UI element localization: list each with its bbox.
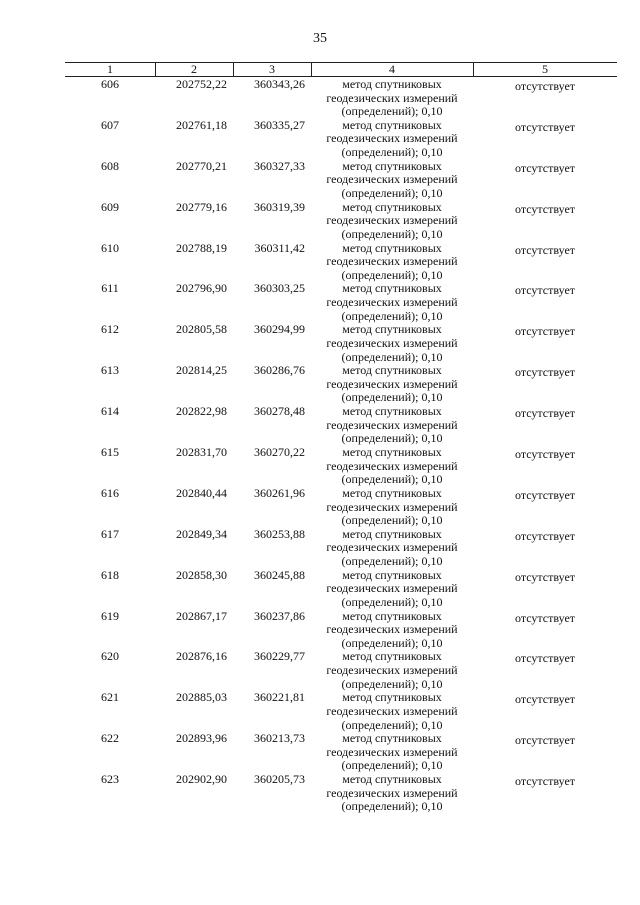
point-number: 611 [101, 281, 119, 296]
table-row [65, 528, 617, 569]
coordinate-y: 360253,88 [254, 526, 305, 541]
table-row [65, 487, 617, 528]
point-number: 613 [101, 363, 119, 378]
coordinate-x: 202867,17 [176, 608, 227, 623]
table-row [65, 119, 617, 160]
measurement-method: метод спутниковых геодезических измерений (определений); 0,10 [326, 363, 458, 405]
status-value: отсутствует [514, 447, 576, 462]
coordinate-y: 360327,33 [254, 158, 305, 173]
status-value: отсутствует [514, 774, 576, 789]
coordinate-y: 360343,26 [254, 77, 305, 91]
table-row [65, 282, 617, 323]
coordinate-y: 360205,73 [254, 772, 305, 787]
point-number: 610 [101, 240, 119, 255]
status-value: отсутствует [514, 283, 576, 298]
table-row [65, 201, 617, 242]
column-header-3: 3 [269, 62, 275, 76]
status-value: отсутствует [514, 365, 576, 380]
coordinate-x: 202902,90 [176, 772, 227, 787]
point-number: 608 [101, 158, 119, 173]
measurement-method: метод спутниковых геодезических измерений (определений); 0,10 [326, 445, 458, 487]
coordinate-y: 360294,99 [254, 322, 305, 337]
table-row [65, 78, 617, 119]
coordinate-y: 360229,77 [254, 649, 305, 664]
point-number: 609 [101, 199, 119, 214]
coordinate-y: 360311,42 [254, 240, 305, 255]
coordinate-x: 202770,21 [176, 158, 227, 173]
coordinate-x: 202893,96 [176, 731, 227, 746]
coordinate-y: 360278,48 [254, 404, 305, 419]
status-value: отсутствует [514, 119, 576, 134]
point-number: 617 [101, 526, 119, 541]
coordinate-x: 202849,34 [176, 526, 227, 541]
coordinate-x: 202805,58 [176, 322, 227, 337]
column-header-1: 1 [107, 62, 113, 76]
table-row [65, 405, 617, 446]
status-value: отсутствует [514, 733, 576, 748]
point-number: 623 [101, 772, 119, 787]
table-row [65, 691, 617, 732]
measurement-method: метод спутниковых геодезических измерений (определений); 0,10 [326, 404, 458, 446]
status-value: отсутствует [514, 487, 576, 502]
coordinate-x: 202779,16 [176, 199, 227, 214]
table-row [65, 610, 617, 651]
measurement-method: метод спутниковых геодезических измерений (определений); 0,10 [326, 731, 458, 773]
coordinate-y: 360213,73 [254, 731, 305, 746]
coordinate-x: 202885,03 [176, 690, 227, 705]
point-number: 606 [101, 77, 119, 91]
measurement-method: метод спутниковых геодезических измерений (определений); 0,10 [326, 117, 458, 160]
measurement-method: метод спутниковых геодезических измерений (определений); 0,10 [326, 608, 458, 650]
coordinate-x: 202752,22 [176, 77, 227, 91]
status-value: отсутствует [514, 79, 576, 93]
point-number: 615 [101, 445, 119, 460]
table-row [65, 732, 617, 773]
table-row [65, 773, 617, 814]
table-row [65, 569, 617, 610]
table-body [65, 78, 617, 814]
coordinate-x: 202761,18 [176, 117, 227, 132]
status-value: отсутствует [514, 160, 576, 175]
table-row [65, 364, 617, 405]
table-row [65, 650, 617, 691]
coordinate-y: 360286,76 [254, 363, 305, 378]
coordinate-y: 360335,27 [254, 117, 305, 132]
table-row [65, 323, 617, 364]
coordinate-y: 360221,81 [254, 690, 305, 705]
point-number: 614 [101, 404, 119, 419]
point-number: 621 [101, 690, 119, 705]
measurement-method: метод спутниковых геодезических измерений (определений); 0,10 [326, 485, 458, 528]
measurement-method: метод спутниковых геодезических измерений (определений); 0,10 [326, 772, 458, 814]
status-value: отсутствует [514, 242, 576, 257]
table-row [65, 446, 617, 487]
point-number: 612 [101, 322, 119, 337]
column-header-5: 5 [542, 62, 548, 76]
point-number: 616 [101, 485, 119, 500]
column-header-2: 2 [191, 62, 197, 76]
point-number: 620 [101, 649, 119, 664]
measurement-method: метод спутниковых геодезических измерений (определений); 0,10 [326, 567, 458, 609]
coordinate-y: 360319,39 [254, 199, 305, 214]
status-value: отсутствует [514, 201, 576, 216]
table-header [65, 62, 617, 77]
measurement-method: метод спутниковых геодезических измерений (определений); 0,10 [326, 281, 458, 323]
coordinate-y: 360303,25 [254, 281, 305, 296]
point-number: 607 [101, 117, 119, 132]
measurement-method: метод спутниковых геодезических измерений (определений); 0,10 [326, 322, 458, 364]
coordinate-x: 202814,25 [176, 363, 227, 378]
status-value: отсутствует [514, 651, 576, 666]
measurement-method: метод спутниковых геодезических измерений (определений); 0,10 [326, 199, 458, 241]
measurement-method: метод спутниковых геодезических измерений (определений); 0,10 [326, 649, 458, 691]
coordinate-x: 202788,19 [176, 240, 227, 255]
coordinate-y: 360270,22 [254, 445, 305, 460]
measurement-method: метод спутниковых геодезических измерений (определений); 0,10 [326, 158, 458, 200]
point-number: 619 [101, 608, 119, 623]
status-value: отсутствует [514, 324, 576, 339]
column-header-4: 4 [389, 62, 395, 76]
coordinate-x: 202858,30 [176, 567, 227, 582]
status-value: отсутствует [514, 569, 576, 584]
coordinate-y: 360261,96 [254, 485, 305, 500]
coordinate-x: 202840,44 [176, 485, 227, 500]
measurement-method: метод спутниковых геодезических измерений (определений); 0,10 [326, 240, 458, 282]
table-row [65, 242, 617, 283]
table-row [65, 160, 617, 201]
coordinate-x: 202822,98 [176, 404, 227, 419]
coordinate-y: 360245,88 [254, 567, 305, 582]
measurement-method: метод спутниковых геодезических измерений (определений); 0,10 [326, 526, 458, 568]
measurement-method: метод спутниковых геодезических измерений (определений); 0,10 [326, 77, 458, 119]
status-value: отсутствует [514, 406, 576, 421]
point-number: 618 [101, 567, 119, 582]
status-value: отсутствует [514, 528, 576, 543]
status-value: отсутствует [514, 610, 576, 625]
coordinate-x: 202831,70 [176, 445, 227, 460]
page-number: 35 [313, 31, 327, 46]
coordinate-x: 202876,16 [176, 649, 227, 664]
measurement-method: метод спутниковых геодезических измерений (определений); 0,10 [326, 690, 458, 732]
coordinate-x: 202796,90 [176, 281, 227, 296]
point-number: 622 [101, 731, 119, 746]
status-value: отсутствует [514, 692, 576, 707]
coordinate-y: 360237,86 [254, 608, 305, 623]
